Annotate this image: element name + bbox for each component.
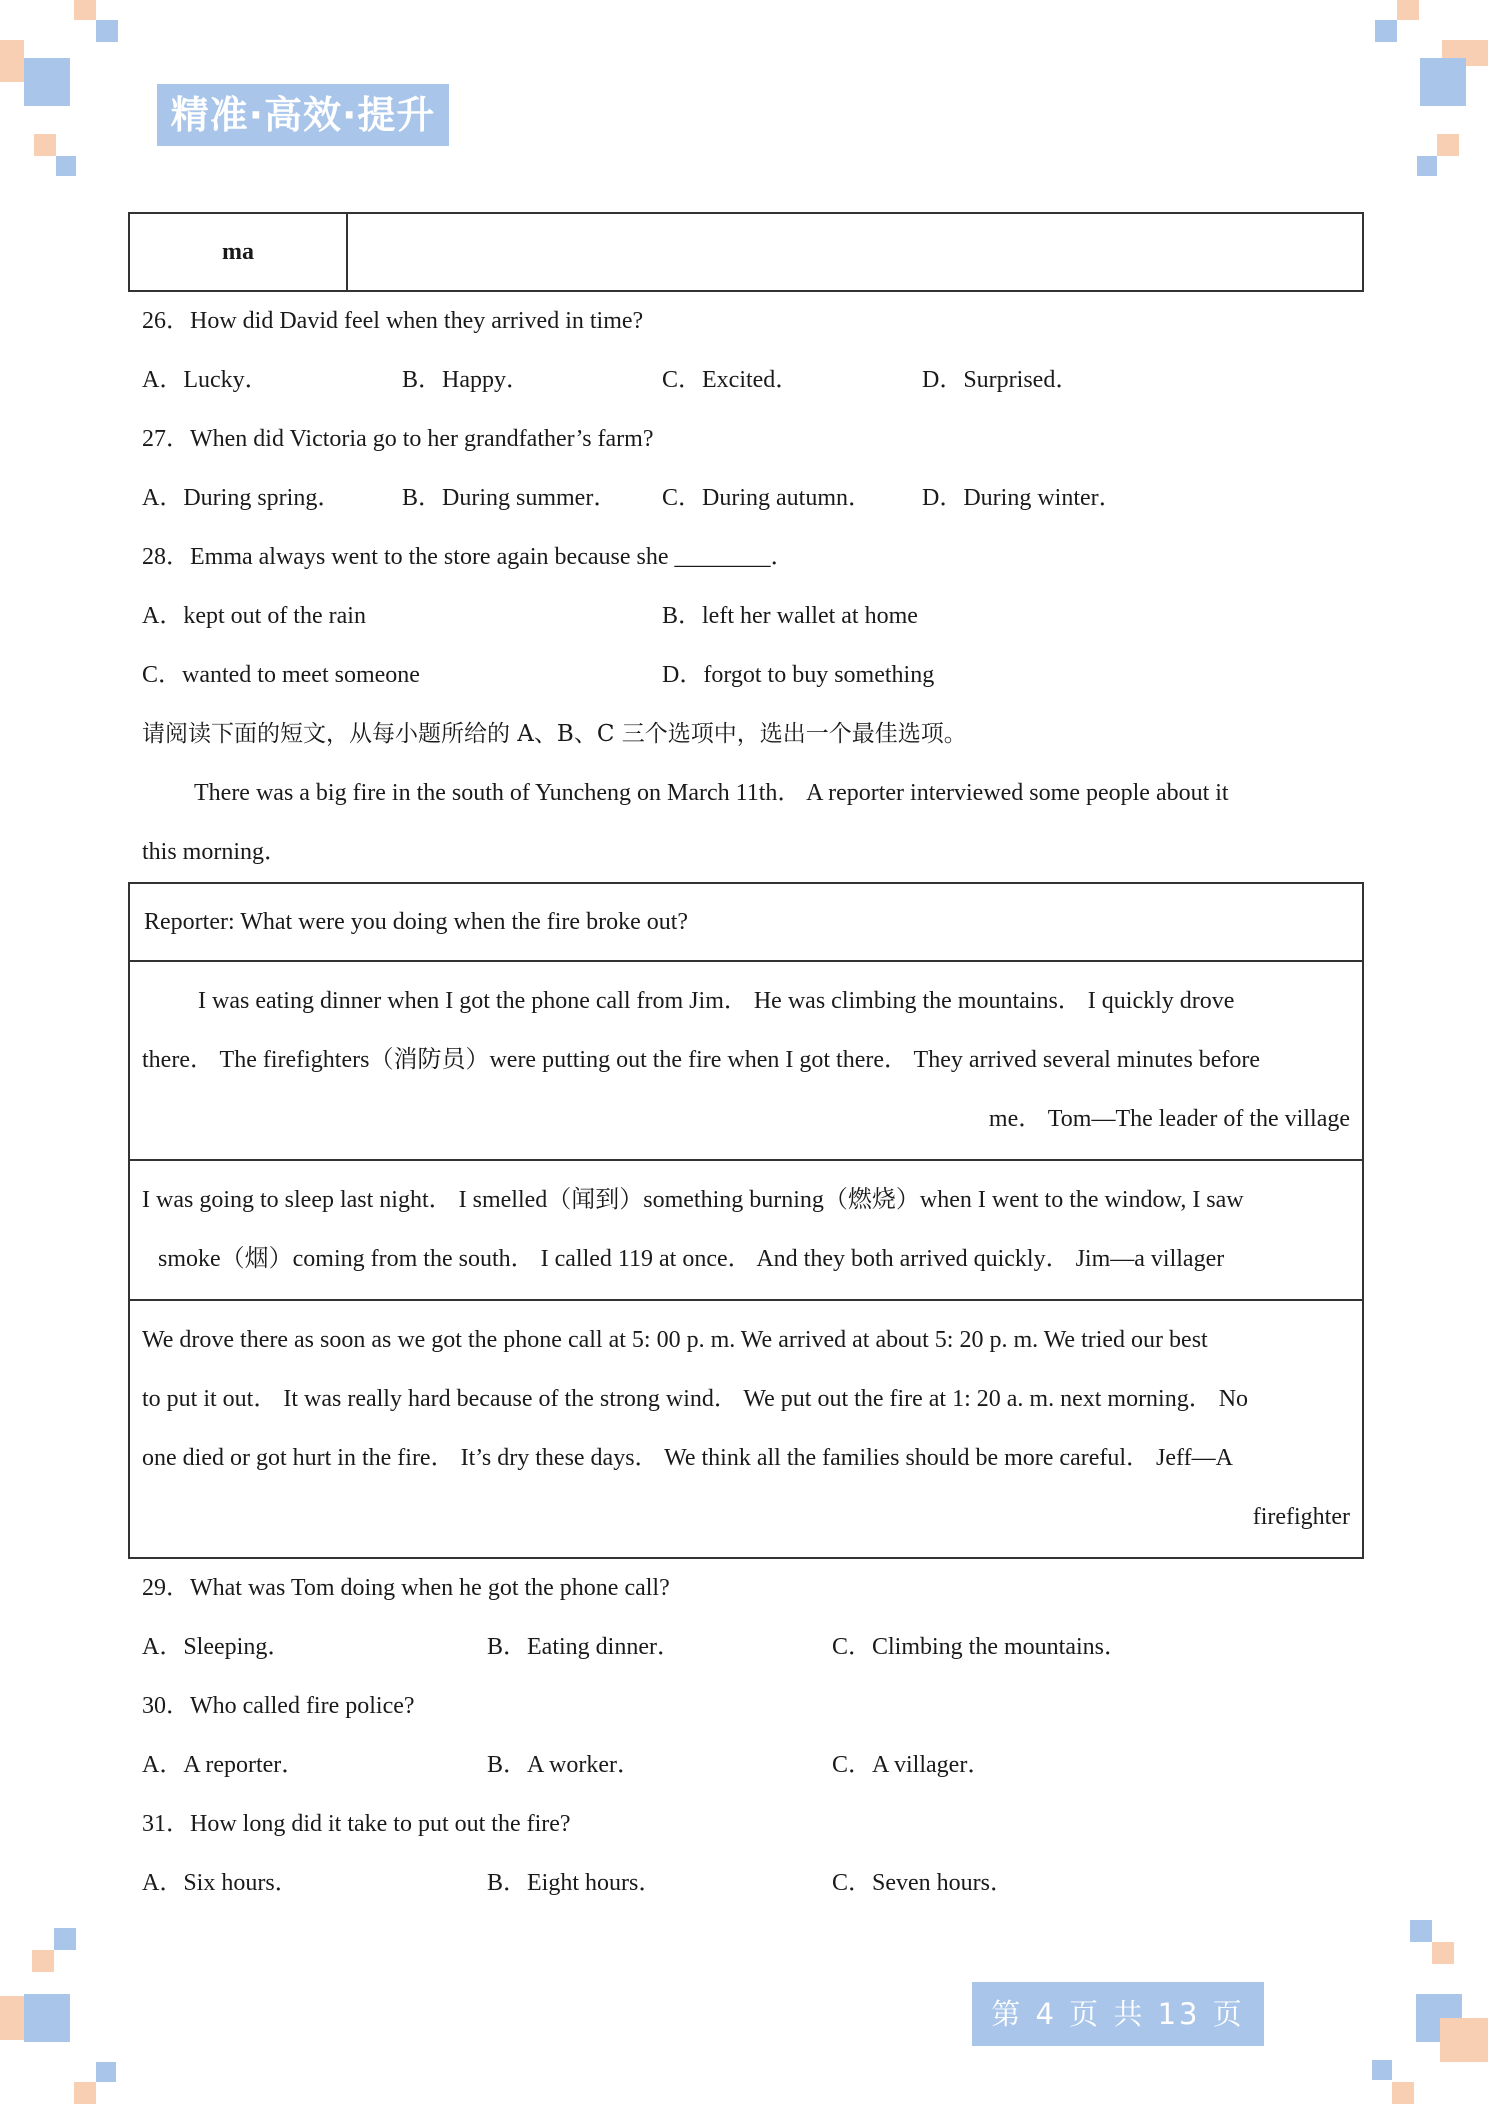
question-31: 31．How long did it take to put out the fire?	[142, 1811, 571, 1837]
option-28-b[interactable]: B．left her wallet at home	[662, 603, 918, 629]
option-26-b[interactable]: B．Happy．	[402, 367, 530, 393]
options-30	[128, 1736, 1364, 1795]
jim-line-2: smoke（烟）coming from the south． I called 119 at once． And they both arrived quickly． Jim—a villager	[158, 1246, 1225, 1272]
option-27-a[interactable]: A．During spring．	[142, 485, 342, 511]
page-content	[128, 212, 1364, 1913]
tom-line-3: me． Tom—The leader of the village	[988, 1106, 1350, 1132]
intro-line-1: There was a big fire in the south of Yuncheng on March 11th． A reporter interviewed some people about it	[194, 780, 1229, 806]
option-31-a[interactable]: A．Six hours．	[142, 1870, 299, 1896]
options-27	[128, 469, 1364, 528]
jeff-line-2: to put it out． It was really hard because of the strong wind． We put out the fire at 1: 20 a. m. next morning． No	[142, 1386, 1249, 1412]
question-26: 26．How did David feel when they arrived in time?	[142, 308, 644, 334]
reading-table	[128, 882, 1364, 1559]
jeff-line-3: one died or got hurt in the fire． It’s dry these days． We think all the families should be more careful． Jeff—A	[142, 1445, 1233, 1471]
table-cell-value	[347, 213, 1363, 291]
option-27-d[interactable]: D．During winter．	[922, 485, 1123, 511]
option-30-c[interactable]: C．A villager．	[832, 1752, 992, 1778]
option-30-b[interactable]: B．A worker．	[487, 1752, 641, 1778]
options-31	[128, 1854, 1364, 1913]
tom-answer	[129, 961, 1363, 1160]
reporter-question: Reporter: What were you doing when the fire broke out?	[129, 883, 1363, 961]
option-29-a[interactable]: A．Sleeping．	[142, 1634, 292, 1660]
options-28-row1	[128, 587, 1364, 646]
tom-line-2: there． The firefighters（消防员）were putting out the fire when I got there． They arrived several minutes before	[142, 1047, 1261, 1073]
tom-line-1: I was eating dinner when I got the phone call from Jim． He was climbing the mountains． I quickly drove	[198, 988, 1235, 1014]
intro-line-2: this morning．	[142, 839, 289, 865]
instruction: 请阅读下面的短文，从每小题所给的 A、B、C 三个选项中，选出一个最佳选项。	[142, 721, 967, 747]
option-28-a[interactable]: A．kept out of the rain	[142, 603, 366, 629]
jeff-line-1: We drove there as soon as we got the phone call at 5: 00 p. m. We arrived at about 5: 20 p. m. We tried our best	[142, 1327, 1208, 1353]
option-29-b[interactable]: B．Eating dinner．	[487, 1634, 681, 1660]
header-banner: 精准·高效·提升	[157, 84, 449, 146]
table-cell-label: ma	[129, 213, 347, 291]
option-26-a[interactable]: A．Lucky．	[142, 367, 269, 393]
options-28-row2	[128, 646, 1364, 705]
option-28-d[interactable]: D．forgot to buy something	[662, 662, 935, 688]
question-28: 28．Emma always went to the store again because she ________．	[142, 544, 795, 570]
top-table	[128, 212, 1364, 292]
option-28-c[interactable]: C．wanted to meet someone	[142, 662, 420, 688]
option-30-a[interactable]: A．A reporter．	[142, 1752, 306, 1778]
options-29	[128, 1618, 1364, 1677]
option-31-c[interactable]: C．Seven hours．	[832, 1870, 1014, 1896]
jeff-line-4: firefighter	[1252, 1504, 1350, 1530]
option-26-c[interactable]: C．Excited．	[662, 367, 800, 393]
option-27-b[interactable]: B．During summer．	[402, 485, 618, 511]
jim-line-1: I was going to sleep last night． I smelled（闻到）something burning（燃烧）when I went to the window, I saw	[142, 1187, 1244, 1213]
question-30: 30．Who called fire police?	[142, 1693, 415, 1719]
jeff-answer	[129, 1300, 1363, 1558]
question-27: 27．When did Victoria go to her grandfather’s farm?	[142, 426, 654, 452]
page-number: 第 4 页 共 13 页	[972, 1982, 1264, 2046]
question-29: 29．What was Tom doing when he got the phone call?	[142, 1575, 670, 1601]
option-26-d[interactable]: D．Surprised．	[922, 367, 1080, 393]
option-27-c[interactable]: C．During autumn．	[662, 485, 872, 511]
option-31-b[interactable]: B．Eight hours．	[487, 1870, 663, 1896]
options-26	[128, 351, 1364, 410]
option-29-c[interactable]: C．Climbing the mountains．	[832, 1634, 1129, 1660]
jim-answer	[129, 1160, 1363, 1300]
